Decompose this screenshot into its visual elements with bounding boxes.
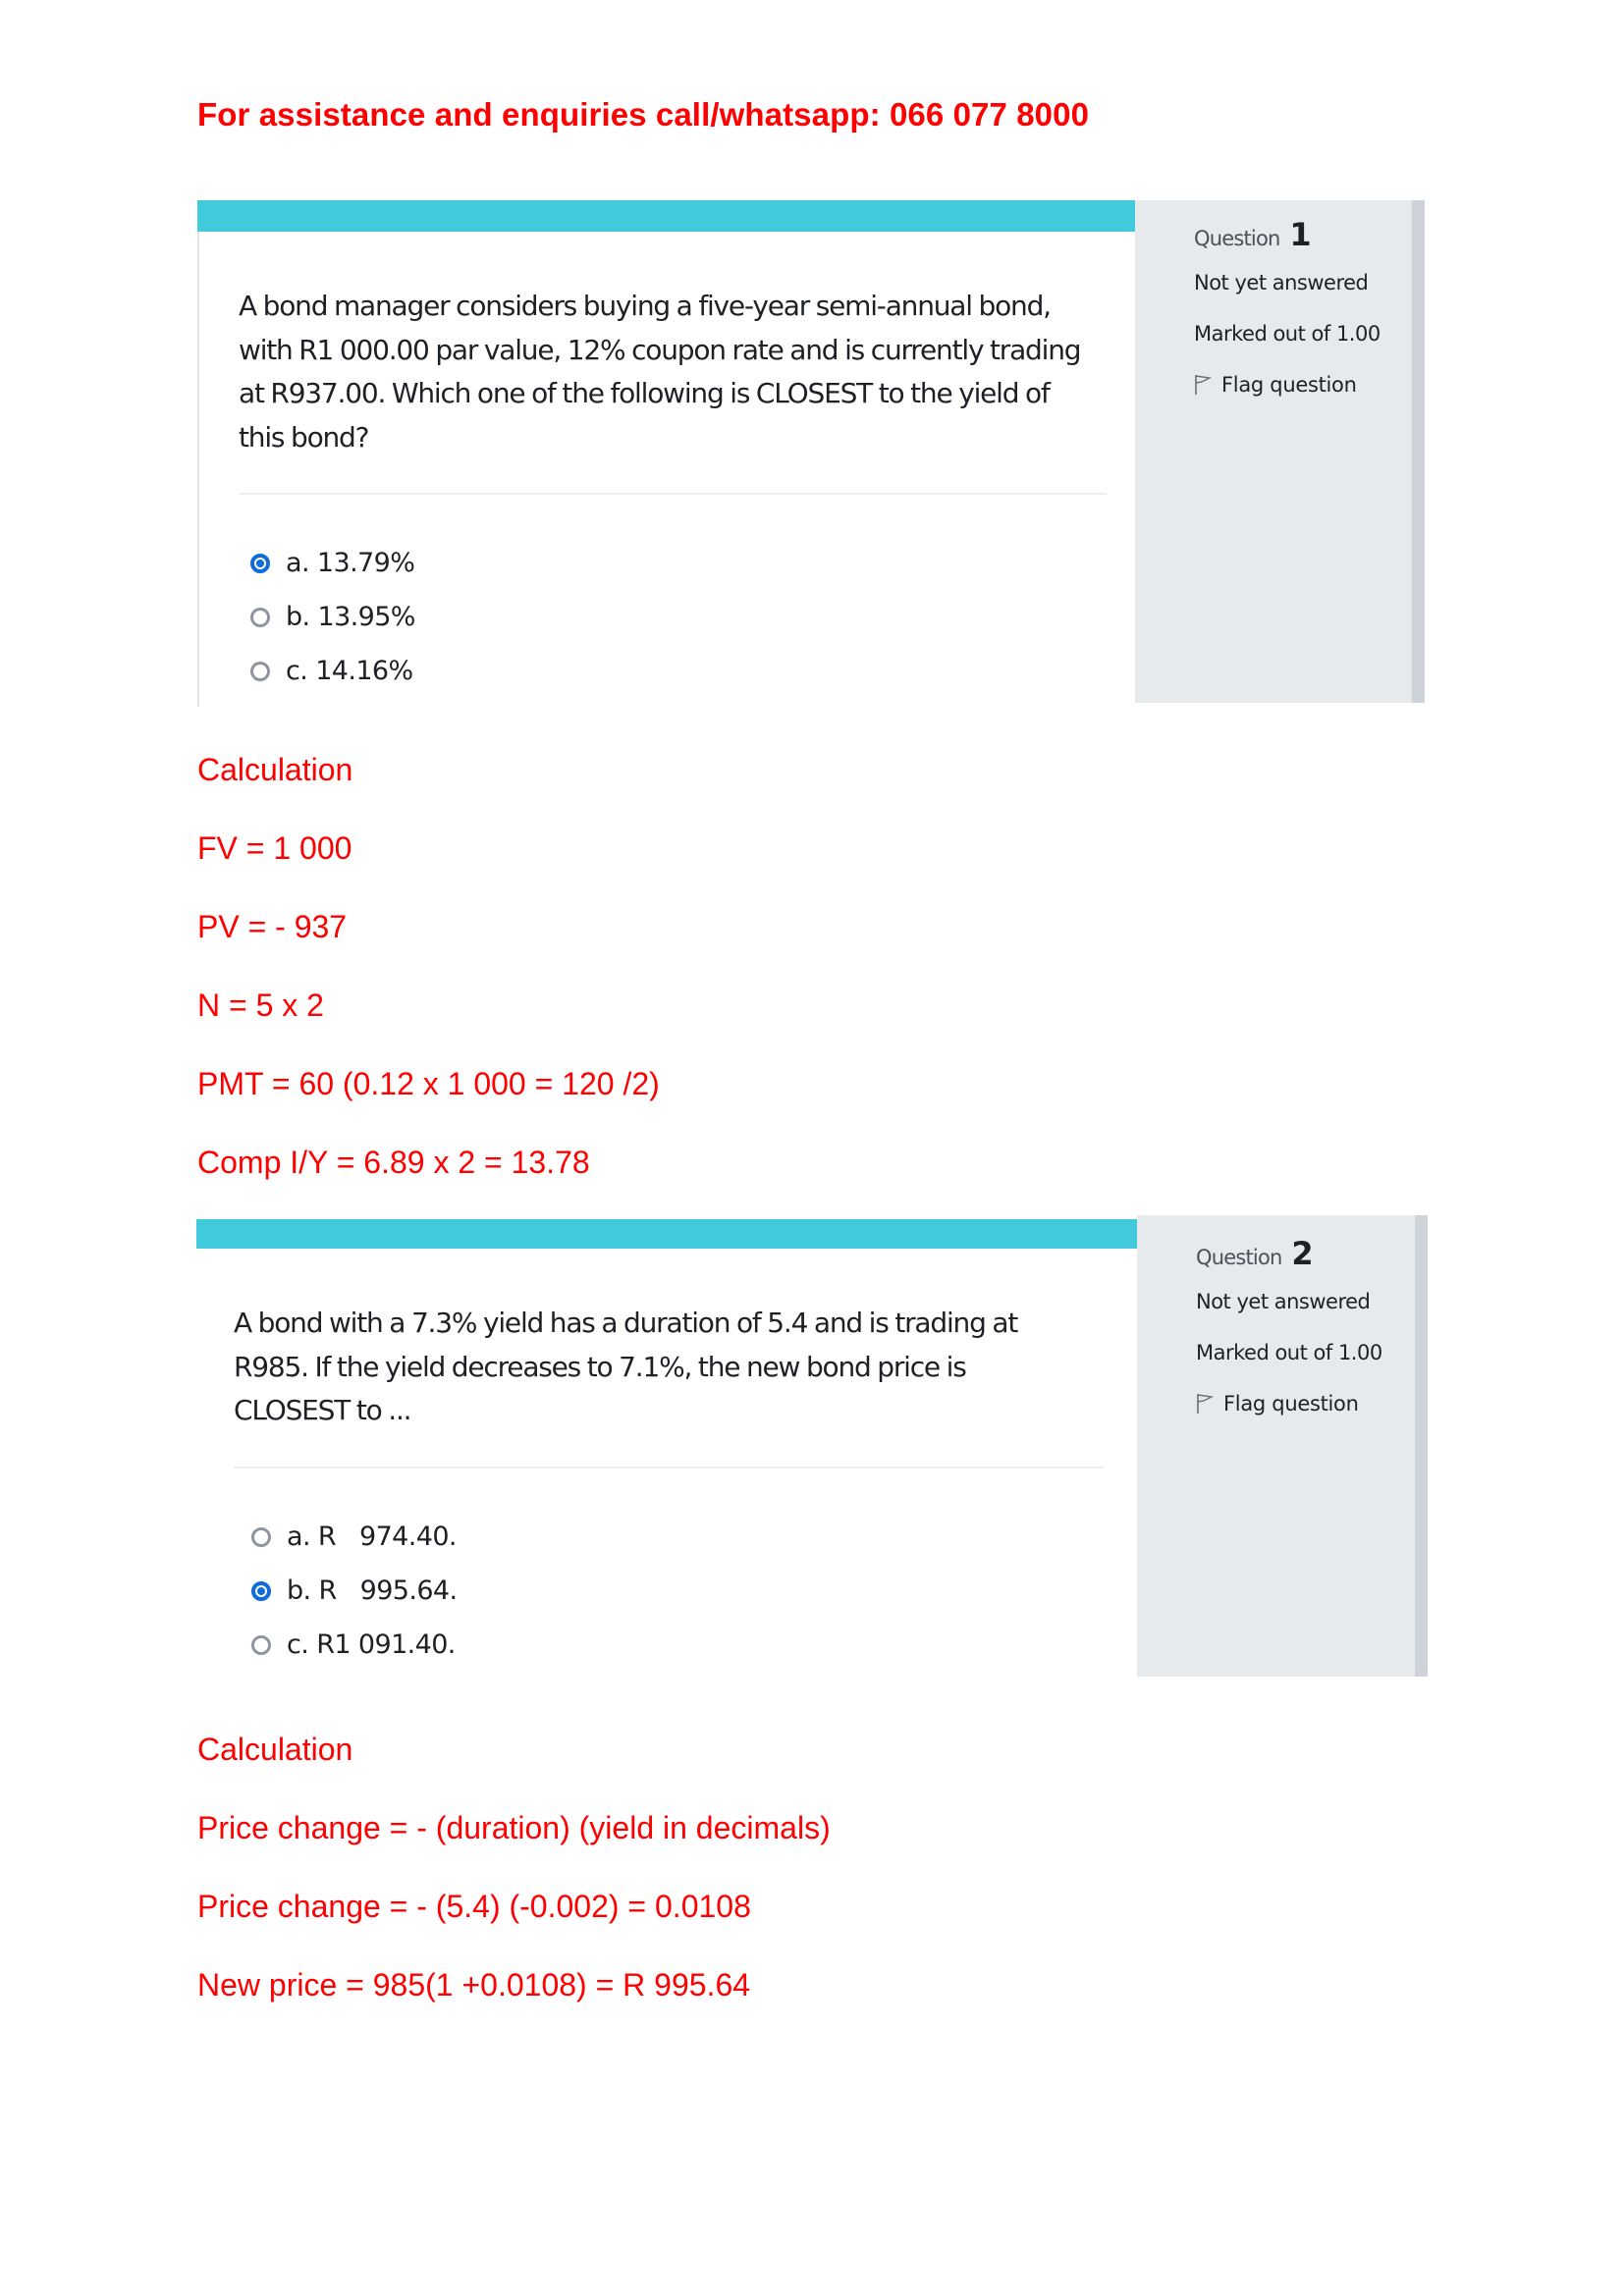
scrollbar[interactable] [1415,1215,1428,1677]
question-label: Question [1196,1246,1282,1269]
calculation-1-line: Comp I/Y = 6.89 x 2 = 13.78 [197,1145,590,1180]
answer-option-label: b. R 995.64. [287,1575,458,1606]
answer-option-label: c. 14.16% [286,656,413,686]
calculation-2-line: Price change = - (duration) (yield in decimals) [197,1810,831,1845]
question-1-info-panel [1135,200,1425,703]
question-1-header-bar [197,200,1135,232]
radio-button[interactable] [251,1635,271,1655]
question-number-value: 2 [1291,1235,1314,1272]
question-text-line: with R1 000.00 par value, 12% coupon rate and is currently trading [239,333,1081,366]
question-1-answer-options [250,536,415,698]
question-state: Not yet answered [1194,271,1369,294]
question-text-line: A bond manager considers buying a five-year semi-annual bond, [239,290,1051,322]
flag-outline-icon [1194,374,1212,396]
calculation-1-line: PMT = 60 (0.12 x 1 000 = 120 /2) [197,1066,660,1101]
calculation-1-line: N = 5 x 2 [197,988,324,1023]
question-2-divider [234,1467,1104,1468]
radio-button-checked[interactable] [251,1581,271,1601]
question-1-divider [239,493,1107,495]
flag-outline-icon [1196,1393,1214,1415]
question-text-line: CLOSEST to ... [234,1394,411,1426]
question-2-text [234,1302,1017,1433]
contact-banner: For assistance and enquiries call/whatsapp: 066 077 8000 [197,96,1090,133]
answer-option-label: a. 13.79% [286,548,415,578]
question-1-content [197,200,1135,707]
question-label: Question [1194,227,1280,250]
question-number [1194,216,1312,253]
question-number-value: 1 [1289,216,1312,253]
answer-option-b[interactable] [250,590,415,644]
question-text-line: at R937.00. Which one of the following is CLOSEST to the yield of [239,377,1050,409]
question-text-line: this bond? [239,420,369,454]
radio-button[interactable] [250,608,270,627]
question-grade: Marked out of 1.00 [1196,1341,1382,1364]
answer-option-a[interactable] [251,1510,457,1564]
scrollbar[interactable] [1412,200,1425,703]
answer-option-label: b. 13.95% [286,602,415,632]
question-1-text [239,285,1080,459]
radio-button[interactable] [250,662,270,681]
calculation-2-line: New price = 985(1 +0.0108) = R 995.64 [197,1967,751,2002]
answer-option-b[interactable] [251,1564,457,1618]
question-2-content [196,1219,1135,1681]
answer-option-c[interactable] [250,644,415,698]
answer-option-a[interactable] [250,536,415,590]
flag-question-button[interactable] [1194,373,1357,397]
flag-question-label: Flag question [1223,1392,1359,1415]
flag-question-button[interactable] [1196,1392,1359,1415]
answer-option-c[interactable] [251,1618,457,1672]
question-text-line: R985. If the yield decreases to 7.1%, the new bond price is [234,1350,966,1383]
calculation-2-heading: Calculation [197,1732,353,1767]
radio-button-checked[interactable] [250,554,270,573]
radio-button[interactable] [251,1527,271,1547]
calculation-1-line: FV = 1 000 [197,830,352,866]
question-1-block [197,200,1425,703]
question-state: Not yet answered [1196,1290,1371,1313]
question-2-header-bar [196,1219,1137,1249]
calculation-1-heading: Calculation [197,752,353,787]
answer-option-label: c. R1 091.40. [287,1629,456,1660]
flag-question-label: Flag question [1221,373,1357,397]
calculation-2-line: Price change = - (5.4) (-0.002) = 0.0108 [197,1889,751,1924]
question-2-info-panel [1137,1215,1428,1677]
question-2-answer-options [251,1510,457,1672]
question-2-block [196,1219,1428,1681]
answer-option-label: a. R 974.40. [287,1522,457,1552]
question-grade: Marked out of 1.00 [1194,322,1380,346]
question-number [1196,1235,1314,1272]
calculation-1-line: PV = - 937 [197,909,348,944]
question-text-line: A bond with a 7.3% yield has a duration of 5.4 and is trading at [234,1307,1018,1339]
